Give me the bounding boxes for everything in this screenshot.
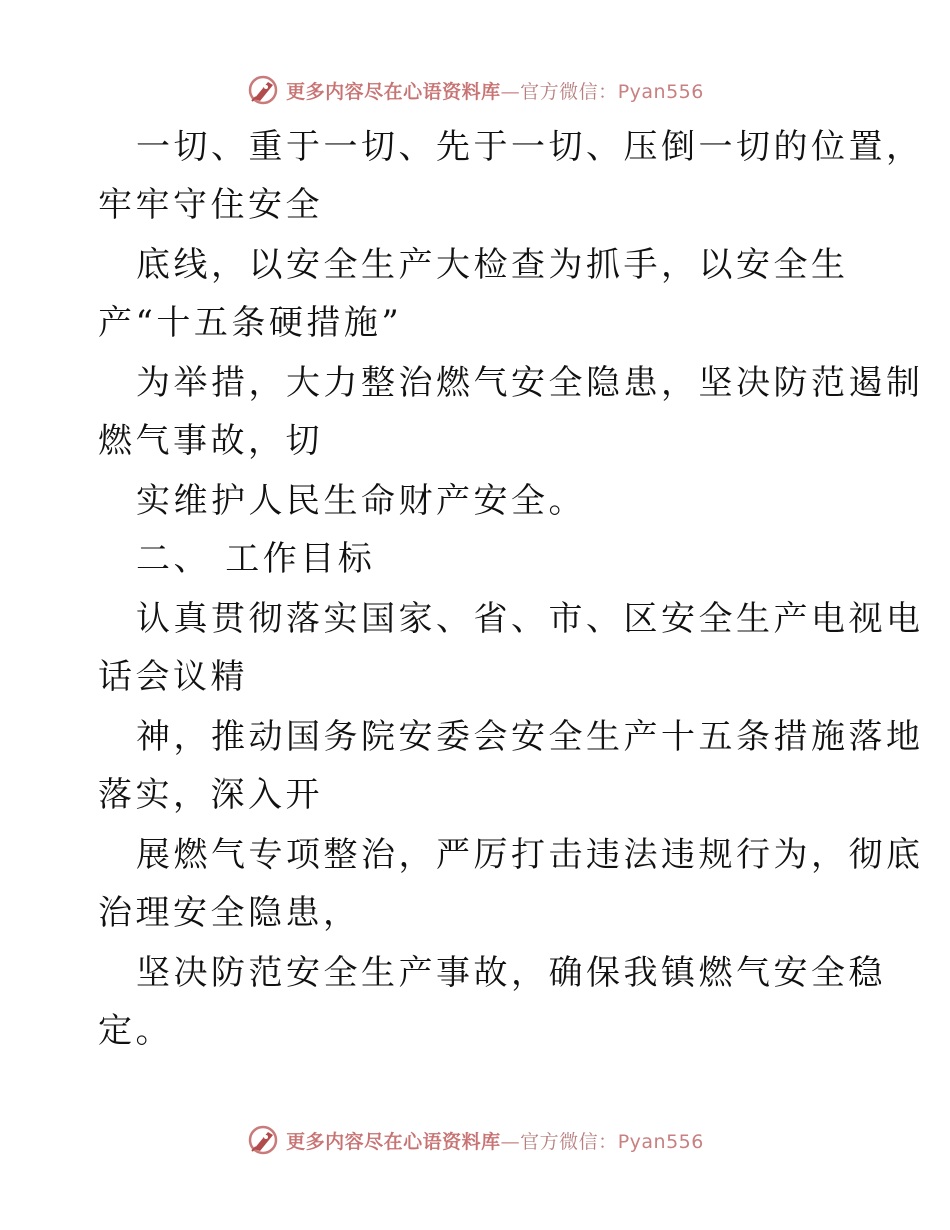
text-line: 治理安全隐患， (98, 893, 361, 933)
watermark-id: Pyan556 (617, 1130, 704, 1153)
section-heading: 二、 工作目标 (136, 539, 376, 579)
text-line: 坚决防范安全生产事故，确保我镇燃气安全稳 (136, 953, 886, 993)
watermark-text (286, 1127, 704, 1154)
watermark-text (286, 77, 704, 104)
footer-watermark (0, 1120, 950, 1160)
text-line: 神，推动国务院安委会安全生产十五条措施落地 (136, 717, 924, 757)
text-line: 牢牢守住安全 (98, 185, 323, 225)
text-line: 一切、重于一切、先于一切、压倒一切的位置， (136, 127, 924, 167)
text-line: 底线，以安全生产大检查为抓手，以安全生 (136, 245, 849, 285)
text-line: 话会议精 (98, 657, 248, 697)
watermark-sub: 官方微信： (520, 1130, 618, 1153)
watermark-id: Pyan556 (617, 80, 704, 103)
text-line: 认真贯彻落实国家、省、市、区安全生产电视电 (136, 599, 924, 639)
text-line: 为举措，大力整治燃气安全隐患，坚决防范遏制 (136, 363, 924, 403)
text-line: 落实，深入开 (98, 775, 323, 815)
watermark-dash: — (500, 1130, 521, 1153)
text-line: 展燃气专项整治，严厉打击违法违规行为，彻底 (136, 835, 924, 875)
pen-nib-circle-icon (246, 73, 280, 107)
watermark-dash: — (500, 80, 521, 103)
header-watermark (0, 70, 950, 110)
text-line: 产“十五条硬措施” (98, 303, 403, 343)
pen-nib-circle-icon (246, 1123, 280, 1157)
text-line: 定。 (98, 1011, 173, 1051)
watermark-sub: 官方微信： (520, 80, 618, 103)
text-line: 燃气事故，切 (98, 421, 323, 461)
text-line: 实维护人民生命财产安全。 (136, 481, 586, 521)
watermark-main: 更多内容尽在心语资料库 (286, 1130, 501, 1153)
watermark-main: 更多内容尽在心语资料库 (286, 80, 501, 103)
